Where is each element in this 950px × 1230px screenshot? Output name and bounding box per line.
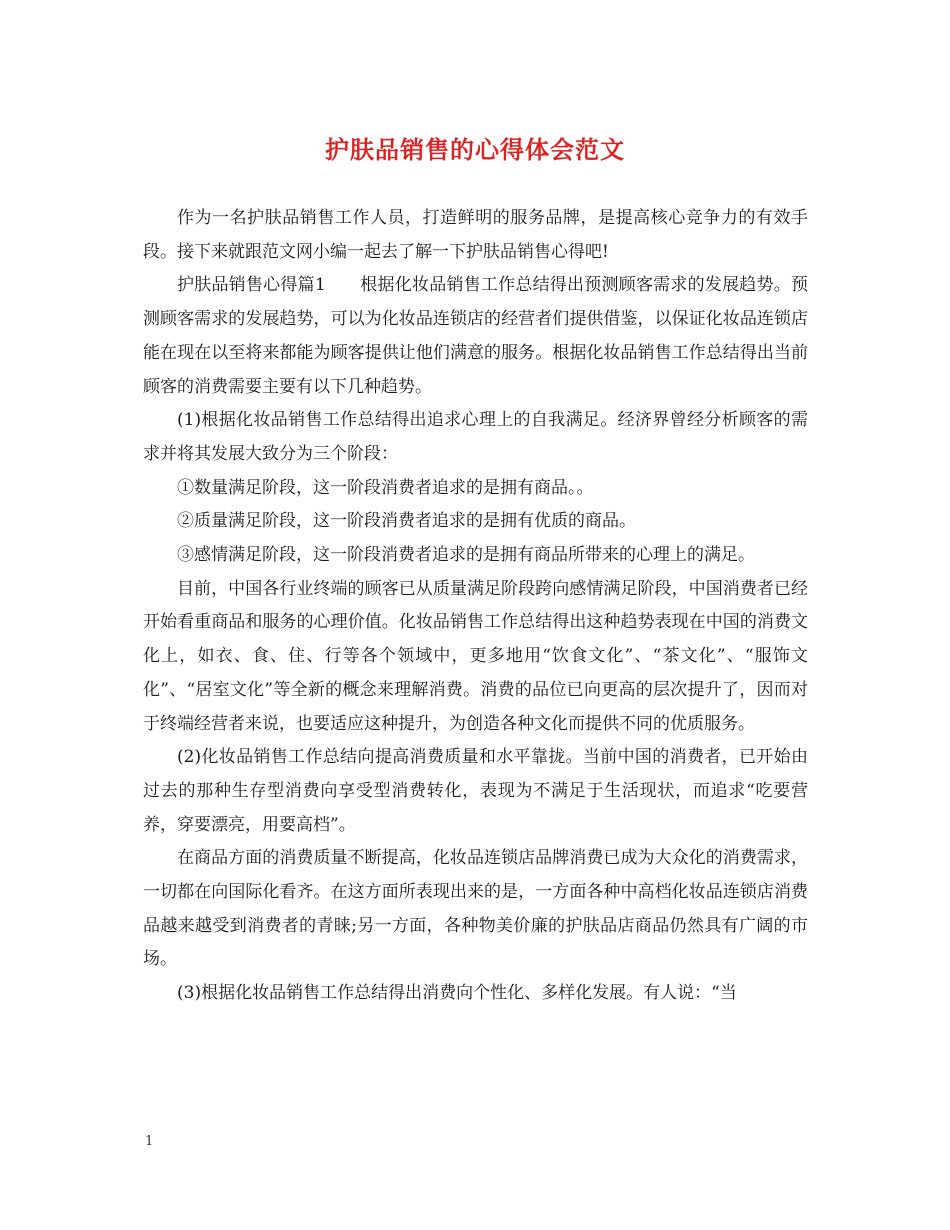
paragraph: 作为一名护肤品销售工作人员，打造鲜明的服务品牌，是提高核心竞争力的有效手段。接下来就跟范文网小编一起去了解一下护肤品销售心得吧!: [143, 208, 808, 262]
page-number: 1: [145, 1134, 154, 1149]
document-body: [143, 202, 808, 1011]
document-title: 护肤品销售的心得体会范文: [325, 135, 625, 164]
paragraph: (3)根据化妆品销售工作总结得出消费向个性化、多样化发展。有人说：“当: [177, 983, 737, 1004]
paragraph: ①数量满足阶段，这一阶段消费者追求的是拥有商品。。: [177, 477, 594, 498]
paragraph: 护肤品销售心得篇1 根据化妆品销售工作总结得出预测顾客需求的发展趋势。预测顾客需求的发展趋势，可以为化妆品连锁店的经营者们提供借鉴，以保证化妆品连锁店能在现在以至将来都能为顾客提供让他们满意的服务。根据化妆品销售工作总结得出当前顾客的消费需要主要有以下几种趋势。: [143, 275, 808, 397]
paragraph: (2)化妆品销售工作总结向提高消费质量和水平靠拢。当前中国的消费者，已开始由过去的那种生存型消费向享受型消费转化，表现为不满足于生活现状，而追求“吃要营养，穿要漂亮，用要高档”。: [143, 747, 808, 835]
paragraph: ②质量满足阶段，这一阶段消费者追求的是拥有优质的商品。: [177, 511, 636, 532]
paragraph: ③感情满足阶段，这一阶段消费者追求的是拥有商品所带来的心理上的满足。: [177, 545, 755, 566]
paragraph: 目前，中国各行业终端的顾客已从质量满足阶段跨向感情满足阶段，中国消费者已经开始看重商品和服务的心理价值。化妆品销售工作总结得出这种趋势表现在中国的消费文化上，如衣、食、住、行等各个领域中，更多地用“饮食文化”、“茶文化”、“服饰文化”、“居室文化”等全新的概念来理解消费。消费的品位已向更高的层次提升了，因而对于终端经营者来说，也要适应这种提升，为创造各种文化而提供不同的优质服务。: [143, 578, 808, 734]
paragraph: 在商品方面的消费质量不断提高，化妆品连锁店品牌消费已成为大众化的消费需求，一切都在向国际化看齐。在这方面所表现出来的是，一方面各种中高档化妆品连锁店消费品越来越受到消费者的青睐;另一方面，各种物美价廉的护肤品店商品仍然具有广阔的市场。: [143, 848, 808, 970]
paragraph: (1)根据化妆品销售工作总结得出追求心理上的自我满足。经济界曾经分析顾客的需求并将其发展大致分为三个阶段：: [143, 410, 808, 464]
